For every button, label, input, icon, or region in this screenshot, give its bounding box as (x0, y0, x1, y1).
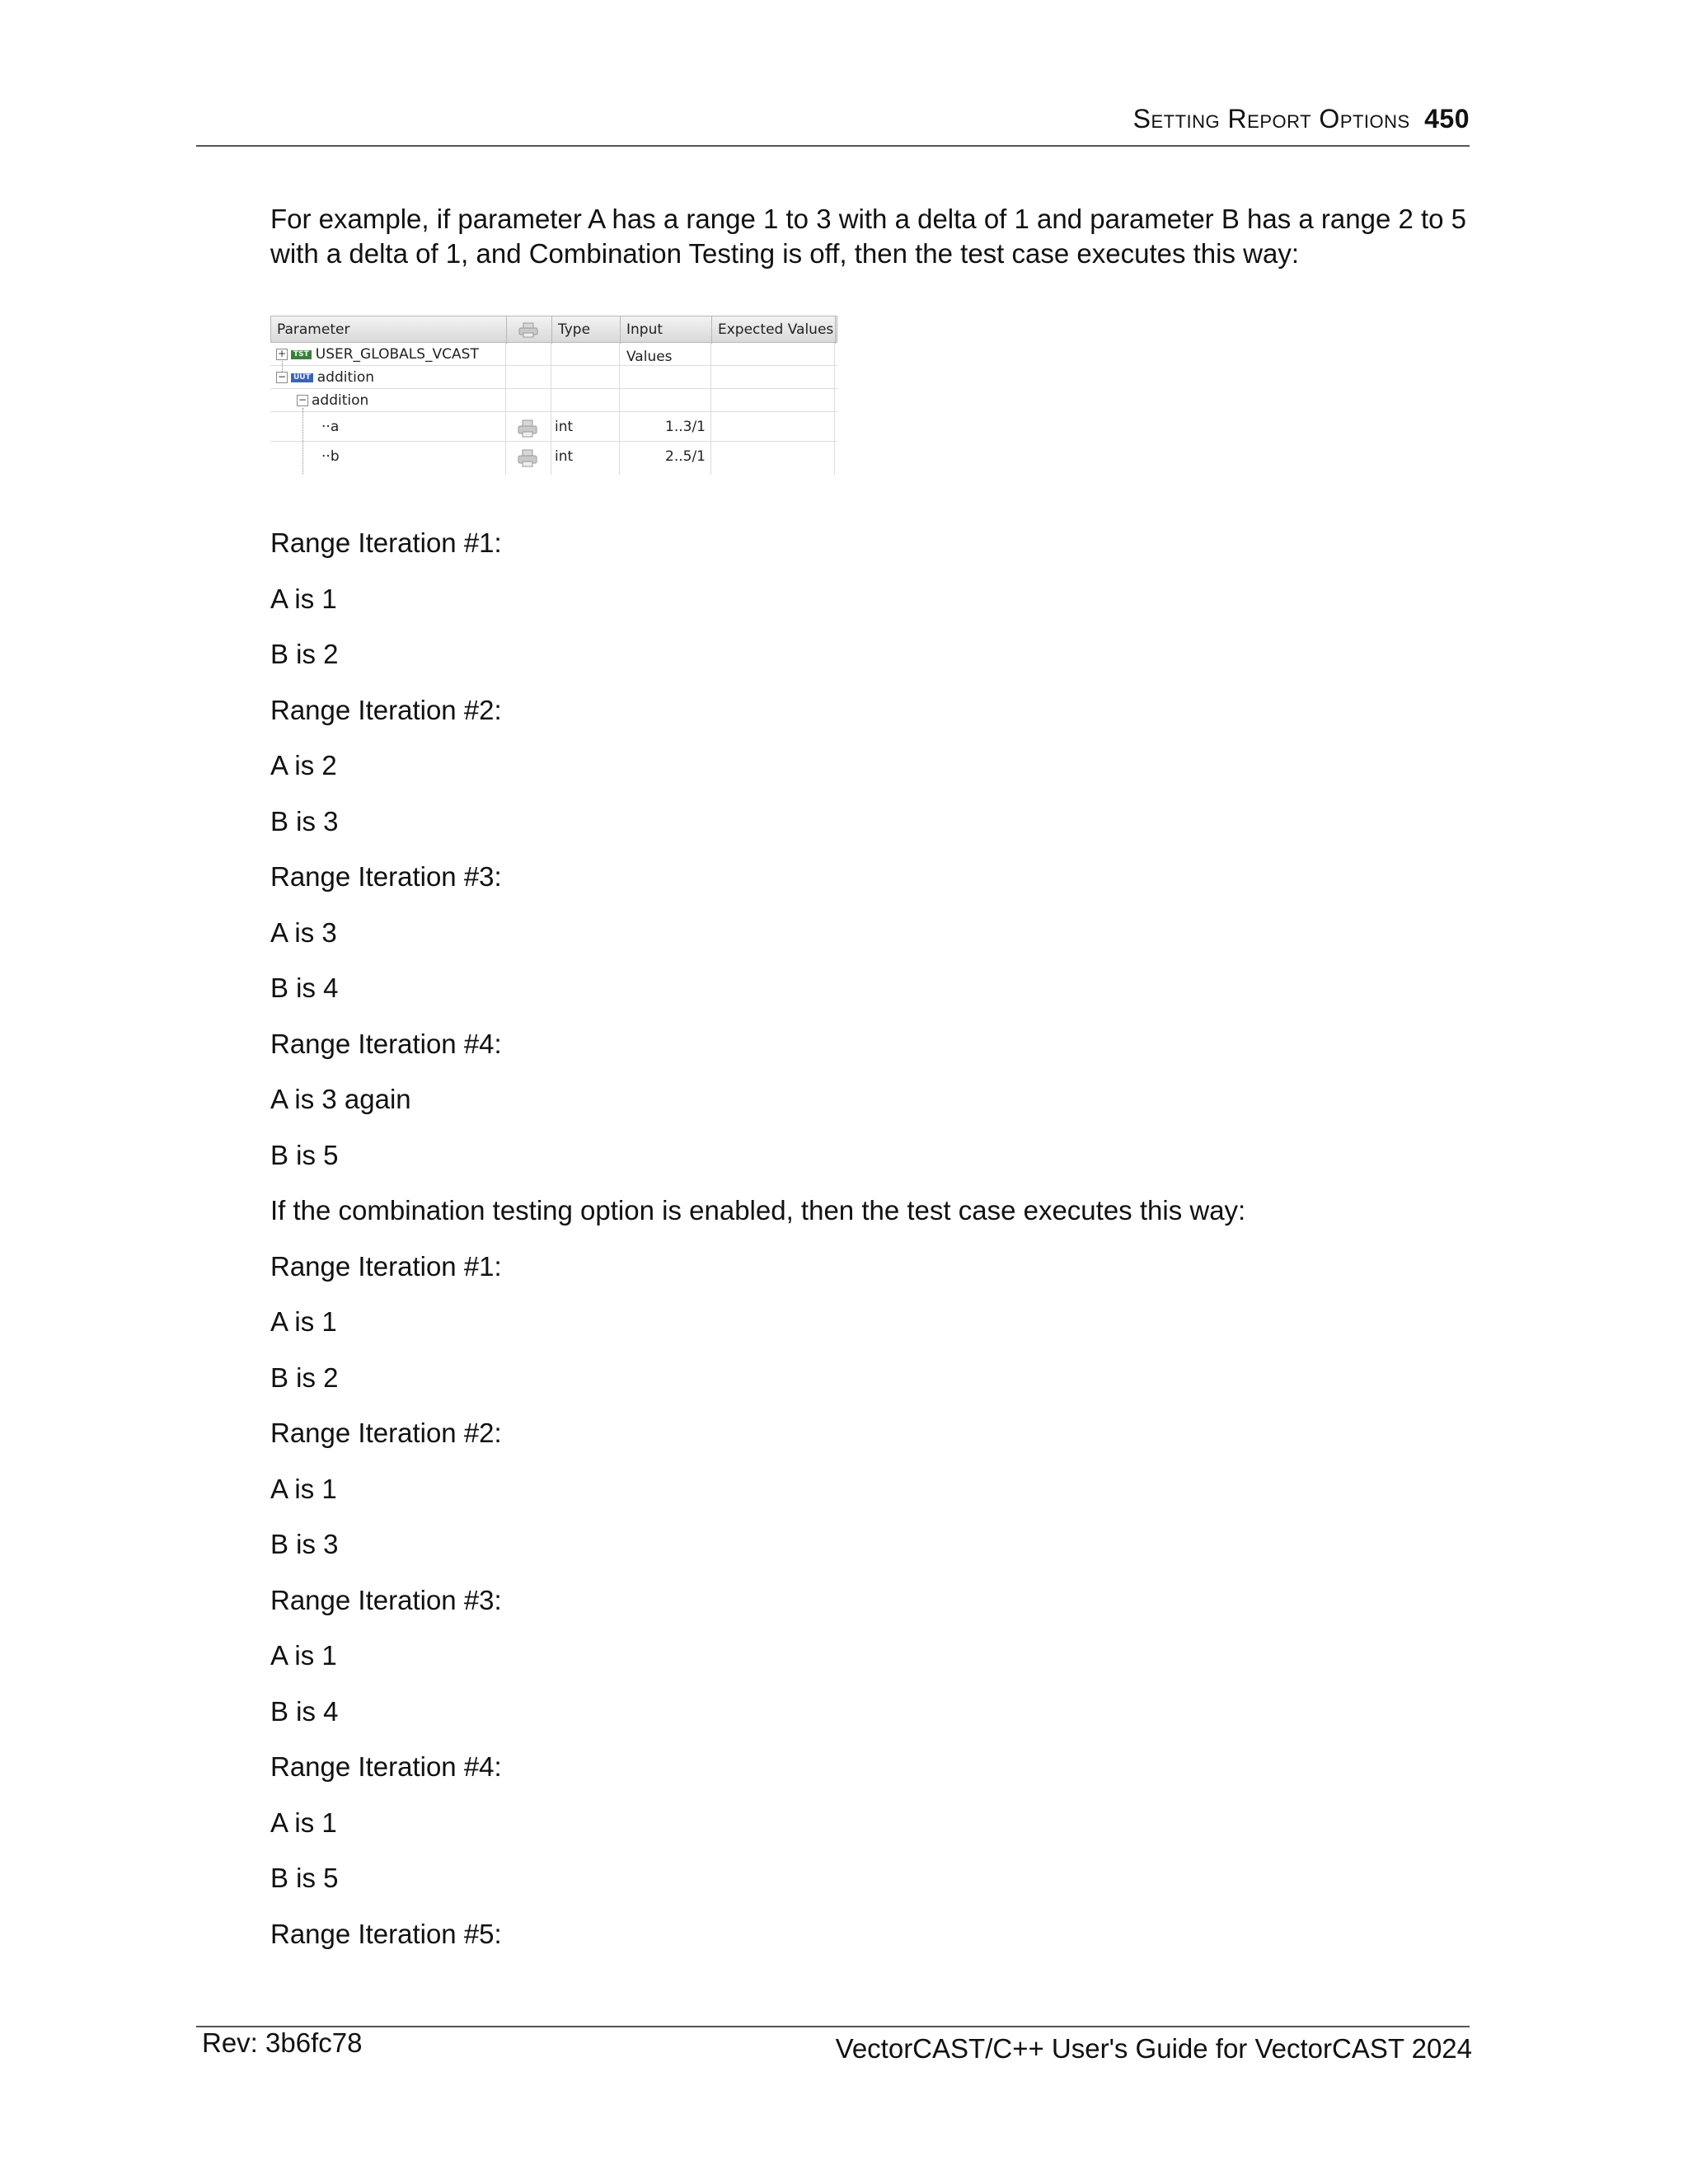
parameter-name: b (330, 448, 340, 465)
footer-divider (196, 2026, 1470, 2027)
body-line: Range Iteration #2: (270, 695, 502, 725)
expand-plus-icon[interactable]: + (277, 348, 287, 359)
body-line: B is 3 (270, 1529, 339, 1559)
type-cell (551, 366, 620, 389)
header-title-word: Options (1319, 104, 1410, 134)
body-line: Range Iteration #3: (270, 1585, 502, 1615)
type-cell: int (551, 412, 620, 442)
intro-paragraph: For example, if parameter A has a range 1 to 3 with a delta of 1 and parameter B has a range 2 to 5 with a delta of 1, and Combination Testing is off, then the test case executes this way: (270, 204, 1467, 269)
header-title-word: Setting (1132, 104, 1221, 134)
body-line: Range Iteration #5: (270, 1919, 502, 1949)
body-line: A is 1 (270, 1807, 337, 1838)
expected-values-cell[interactable] (711, 389, 835, 412)
body-line: Range Iteration #3: (270, 861, 502, 892)
body-line: Range Iteration #1: (270, 527, 502, 558)
column-header-expected-values: Expected Values (712, 316, 836, 344)
body-line: A is 2 (270, 750, 337, 780)
uut-badge: UUT (291, 373, 313, 382)
body-line: B is 4 (270, 1696, 339, 1727)
table-row[interactable] (270, 343, 837, 366)
table-row[interactable] (270, 412, 837, 442)
body-line: B is 3 (270, 806, 339, 837)
body-line: A is 3 (270, 917, 337, 948)
body-line: A is 1 (270, 583, 337, 614)
table-row[interactable] (270, 389, 837, 412)
tree-branch: ·· (321, 419, 331, 435)
parameter-name: a (330, 419, 340, 435)
body-line: A is 1 (270, 1640, 337, 1671)
input-values-cell[interactable]: 1..3/1 (620, 412, 711, 442)
body-line: Range Iteration #2: (270, 1418, 502, 1448)
input-values-cell[interactable] (620, 366, 711, 389)
guide-title: VectorCAST/C++ User's Guide for VectorCAST 2024 (835, 2033, 1472, 2064)
body-line: Range Iteration #1: (270, 1251, 502, 1282)
parameter-table (270, 316, 837, 475)
revision-label: Rev: 3b6fc78 (202, 2027, 363, 2058)
input-values-cell[interactable]: 2..5/1 (620, 442, 711, 475)
expected-values-cell[interactable] (711, 343, 835, 366)
column-header-parameter: Parameter (271, 316, 507, 344)
printer-icon[interactable] (516, 419, 539, 438)
printer-icon (517, 321, 540, 338)
table-row[interactable] (270, 366, 837, 389)
header-title-word: Report (1227, 104, 1312, 134)
body-line: B is 5 (270, 1140, 339, 1170)
table-row[interactable] (270, 442, 837, 475)
parameter-name: addition (316, 369, 375, 386)
page-header (196, 104, 1470, 134)
body-line: B is 5 (270, 1863, 339, 1893)
body-line: B is 4 (270, 972, 339, 1003)
tst-badge: TST (291, 350, 312, 359)
header-divider (196, 145, 1470, 147)
body-line: A is 1 (270, 1306, 337, 1337)
expected-values-cell[interactable] (711, 412, 835, 442)
body-line: B is 2 (270, 1362, 339, 1393)
type-cell: int (551, 442, 620, 475)
body-line: A is 1 (270, 1474, 337, 1504)
parameter-name: addition (312, 392, 369, 409)
expected-values-cell[interactable] (711, 366, 835, 389)
column-header-type: Type (552, 316, 621, 344)
column-header-print (507, 316, 552, 344)
input-values-cell[interactable] (620, 389, 711, 412)
body-line: B is 2 (270, 639, 339, 669)
expected-values-cell[interactable] (711, 442, 835, 475)
collapse-minus-icon[interactable]: − (298, 394, 307, 405)
type-cell (551, 343, 620, 366)
body-line: A is 3 again (270, 1084, 411, 1114)
type-cell (551, 389, 620, 412)
input-values-cell[interactable] (620, 343, 711, 366)
collapse-minus-icon[interactable]: − (277, 371, 287, 382)
body-line: Range Iteration #4: (270, 1751, 502, 1782)
column-header-input-values: Input Values (621, 316, 712, 344)
printer-icon[interactable] (516, 448, 539, 468)
body-line: Range Iteration #4: (270, 1029, 502, 1059)
page-number: 450 (1424, 104, 1470, 134)
parameter-name: USER_GLOBALS_VCAST (315, 346, 479, 363)
tree-branch: ·· (321, 448, 331, 465)
body-line: If the combination testing option is enabled, then the test case executes this way: (270, 1195, 1246, 1226)
